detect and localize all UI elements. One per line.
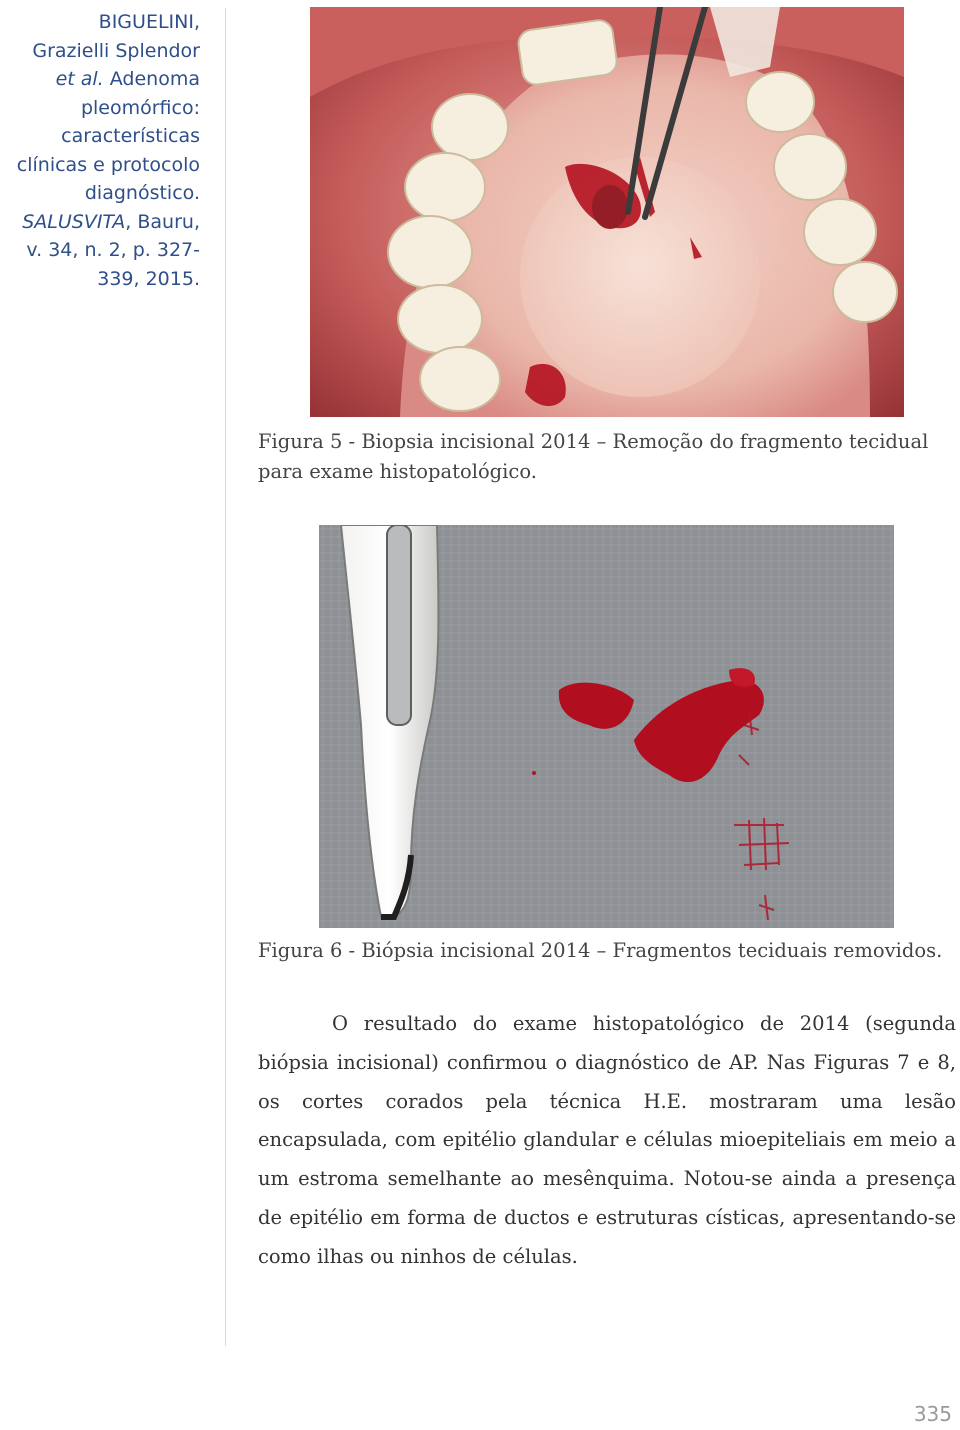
figure-6-illustration [319,525,894,928]
figure-6-caption: Figura 6 - Biópsia incisional 2014 – Fragmentos teciduais removidos. [258,939,943,962]
body-paragraph: O resultado do exame histopatológico de 2014 (segunda biópsia incisional) confirmou o diagnóstico de AP. Nas Figuras 7 e 8, os cortes corados pela técnica H.E. mostraram uma lesão encapsulada, com epitélio glandular e células mioepiteliais em meio a um estroma semelhante ao mesênquima. Notou-se ainda a presença de epitélio em forma de ductos e estruturas císticas, apresentando-se como ilhas ou ninhos de células. [258,1012,956,1268]
reference-italic: et al. [55,68,104,90]
reference-line: v. 34, n. 2, p. 327- [26,239,200,261]
reference-line [0,208,200,237]
reference-line: pleomórfico: [80,96,200,119]
reference-line: BIGUELINI, [98,11,200,33]
journal-name: SALUSVITA [22,210,126,233]
reference-line: características [61,125,200,147]
reference-text: , Bauru, [125,210,200,233]
reference-line: 339, 2015. [97,267,200,290]
page-number: 335 [913,1402,952,1426]
figure-5-photo [310,7,904,417]
figure-5-caption: Figura 5 - Biopsia incisional 2014 – Remoção do fragmento tecidual para exame histopatológico. [258,430,929,483]
reference-line [0,65,200,94]
reference-text: Adenoma [103,68,200,90]
column-divider [225,8,226,1346]
figure-6-photo [319,525,894,928]
reference-line: Grazielli Splendor [32,39,200,62]
reference-line: diagnóstico. [84,182,200,204]
running-reference [0,8,200,293]
reference-line: clínicas e protocolo [16,153,200,176]
figure-5-illustration [310,7,904,417]
